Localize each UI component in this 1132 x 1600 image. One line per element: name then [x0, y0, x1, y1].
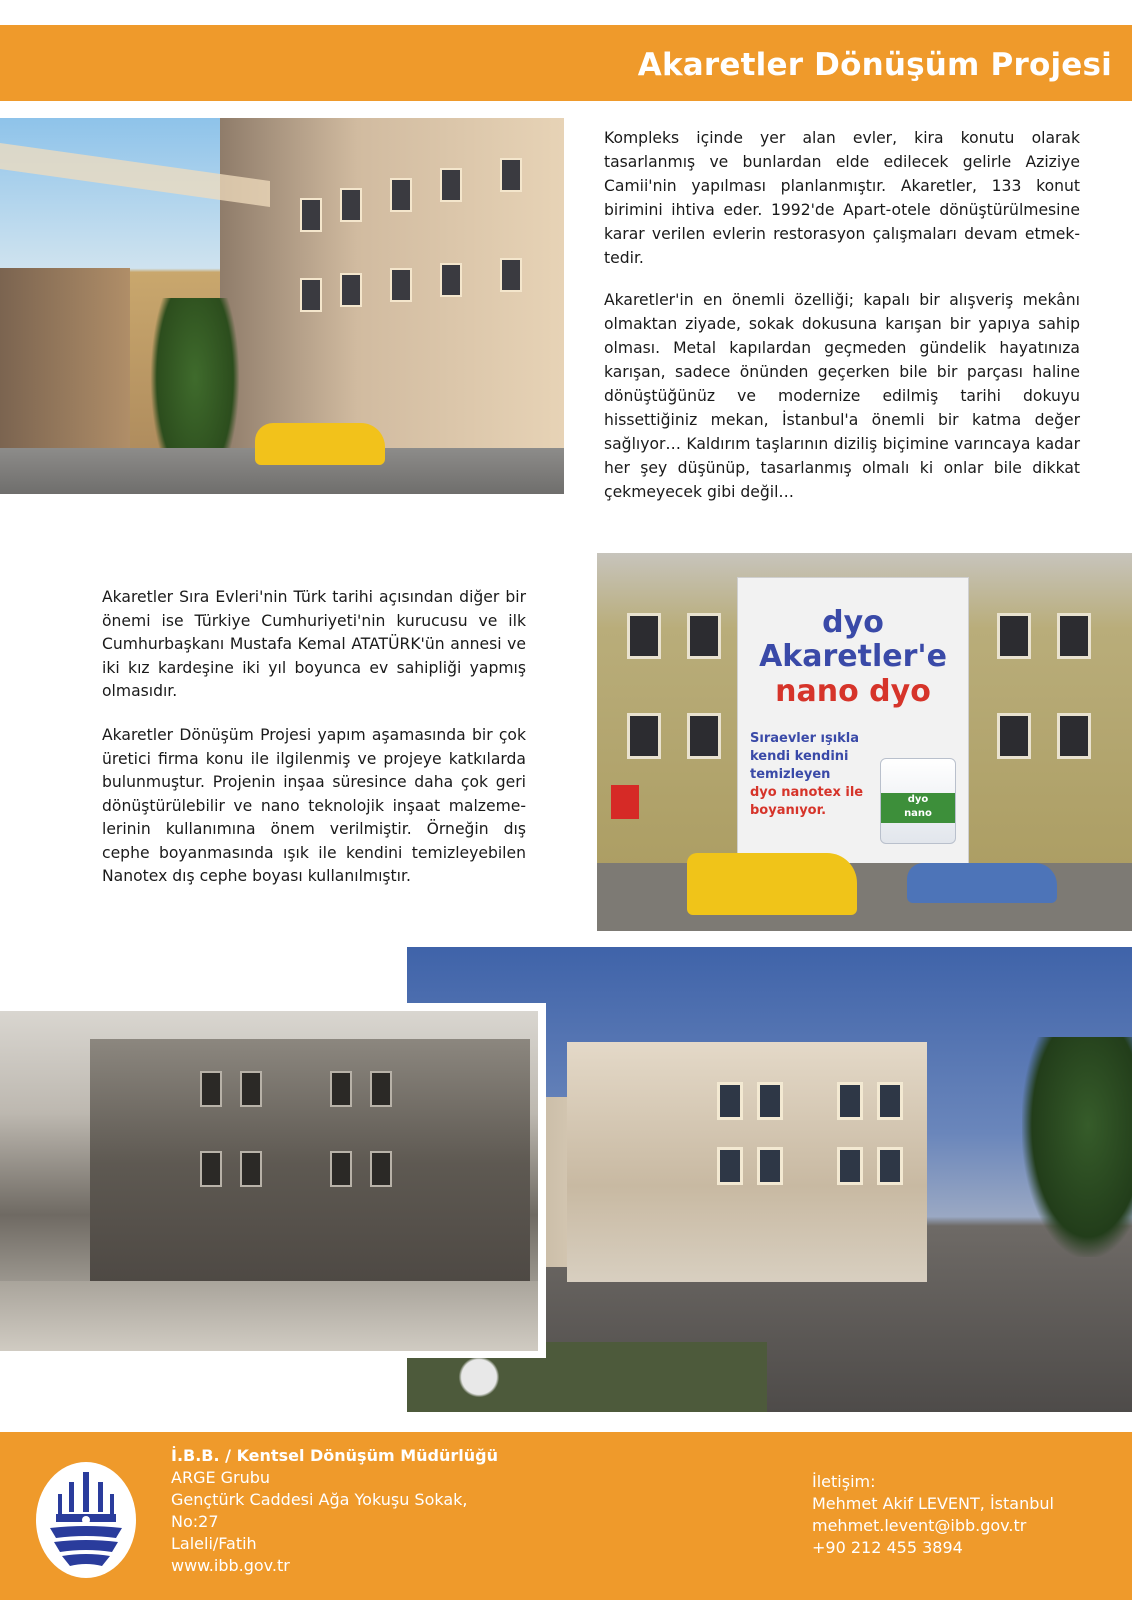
taxi: [255, 423, 385, 465]
paint-bucket: [880, 758, 956, 844]
banner-slogan-line: kendi kendini: [750, 749, 849, 764]
window: [440, 263, 462, 297]
footer-org-block: [171, 1445, 498, 1577]
window: [627, 713, 661, 759]
bucket-label: nano: [904, 808, 932, 819]
contact-name: Mehmet Akif LEVENT, İstanbul: [812, 1494, 1054, 1513]
window: [300, 278, 322, 312]
footer-org: İ.B.B. / Kentsel Dönüşüm Müdürlüğü: [171, 1446, 498, 1465]
window: [837, 1082, 863, 1120]
window: [687, 713, 721, 759]
window: [997, 713, 1031, 759]
banner-product: nano dyo: [775, 674, 931, 709]
window: [370, 1071, 392, 1107]
banner-headline: Akaretler'e: [759, 639, 947, 674]
delivery-van: [687, 853, 857, 915]
banner-brand: dyo: [822, 605, 884, 640]
blue-car: [907, 863, 1057, 903]
window: [440, 168, 462, 202]
street-photo: [0, 118, 564, 494]
bucket-brand: dyo: [907, 794, 929, 805]
window: [240, 1071, 262, 1107]
window: [500, 258, 522, 292]
paragraph-ataturk: Akaretler Sıra Evleri'nin Türk tarihi açısından diğer bir önemi ise Türkiye Cumhuriyeti'nin kurucusu ve ilk Cumhurbaşkanı Mustafa Kemal ATATÜRK'ün annesi ve iki kız kardeşine iki yıl boyunca ev sahipliği yapmış olmasıdır.: [102, 588, 526, 700]
window: [837, 1147, 863, 1185]
contact-phone: +90 212 455 3894: [812, 1538, 963, 1557]
page-title: Akaretler Dönüşüm Projesi: [637, 47, 1112, 83]
historical-building: [90, 1039, 530, 1289]
window: [300, 198, 322, 232]
window: [877, 1082, 903, 1120]
bucket-band: [881, 793, 955, 823]
paragraph-feature: Akaretler'in en önemli özelliği; kapalı bir alışveriş mekânı olmaktan ziyade, sokak dokusuna karışan bir yapıya sahip olması. Metal kapılardan geçmeden gündelik hayatınıza karışan, sadece önünden geçerken bile bir parçası haline dönüştüğünüz ve modernize edilmiş tarihi dokuyu hissettiğiniz mekan, İstanbul'a önemli bir katma değer sağlıyor… Kaldırım taşlarının diziliş biçimine varıncaya kadar her şey düşünüp, tasarlanmış olmalı ki onlar bile dikkat çekmeyecek gibi değil…: [604, 291, 1080, 501]
contact-email-link[interactable]: mehmet.levent@ibb.gov.tr: [812, 1516, 1027, 1535]
window: [240, 1151, 262, 1187]
window: [877, 1147, 903, 1185]
window: [500, 158, 522, 192]
banner-slogan-line: dyo nanotex ile: [750, 785, 864, 800]
hotel-building: [567, 1042, 927, 1282]
window: [1057, 713, 1091, 759]
tree: [1022, 1037, 1132, 1257]
window: [200, 1151, 222, 1187]
paragraph-project: Akaretler Dönüşüm Projesi yapım aşamasında bir çok üretici firma konu ile ilgilenmiş ve projeye katkılarda bulunmuştur. Projenin inşaa süresince daha çok geri dönüştürülebilir ve nano teknolojik inşaat malzeme-lerinin kullanımına önem verilmiştir. Örneğin dış cephe boyanmasında ışık ile kendini temizleyebilen Nanotex dış cephe boyası kullanılmıştır.: [102, 726, 526, 885]
banner-slogan: [738, 730, 864, 820]
contact-label: İletişim:: [812, 1472, 876, 1491]
historical-photo: [0, 1003, 546, 1358]
turkish-flag: [611, 785, 639, 819]
window: [330, 1071, 352, 1107]
window: [717, 1147, 743, 1185]
window: [340, 273, 362, 307]
window: [717, 1082, 743, 1120]
ibb-logo-icon: [36, 1454, 136, 1579]
banner-slogan-line: temizleyen: [750, 767, 831, 782]
window: [757, 1147, 783, 1185]
header-bar: [0, 25, 1132, 101]
footer: [0, 1432, 1132, 1600]
banner-slogan-line: boyanıyor.: [750, 803, 827, 818]
footer-district: Laleli/Fatih: [171, 1534, 257, 1553]
window: [997, 613, 1031, 659]
window: [390, 268, 412, 302]
window: [687, 613, 721, 659]
footer-address-line: Gençtürk Caddesi Ağa Yokuşu Sokak,: [171, 1490, 468, 1509]
window: [390, 178, 412, 212]
window: [1057, 613, 1091, 659]
window: [330, 1151, 352, 1187]
ground: [0, 1281, 538, 1351]
window: [340, 188, 362, 222]
footer-group: ARGE Grubu: [171, 1468, 271, 1487]
footer-website-link[interactable]: www.ibb.gov.tr: [171, 1556, 290, 1575]
paragraph-history: Kompleks içinde yer alan evler, kira konutu olarak tasarlanmış ve bunlardan elde edilecek gelirle Aziziye Camii'nin yapılması planlanmıştır. Akaretler, 133 konut birimini ihtiva eder. 1992'de Apart-otele dönüştürülmesine karar verilen evlerin restorasyon çalışmaları devam etmek-tedir.: [604, 129, 1080, 267]
footer-address-number: No:27: [171, 1512, 219, 1531]
historical-photo-image: [0, 1011, 538, 1351]
window: [757, 1082, 783, 1120]
window: [627, 613, 661, 659]
banner-slogan-line: Sıraevler ışıkla: [750, 731, 860, 746]
window: [200, 1071, 222, 1107]
window: [370, 1151, 392, 1187]
dyo-banner: [737, 577, 969, 869]
footer-contact-block: [812, 1471, 1054, 1559]
banner-building-photo: [597, 553, 1132, 931]
